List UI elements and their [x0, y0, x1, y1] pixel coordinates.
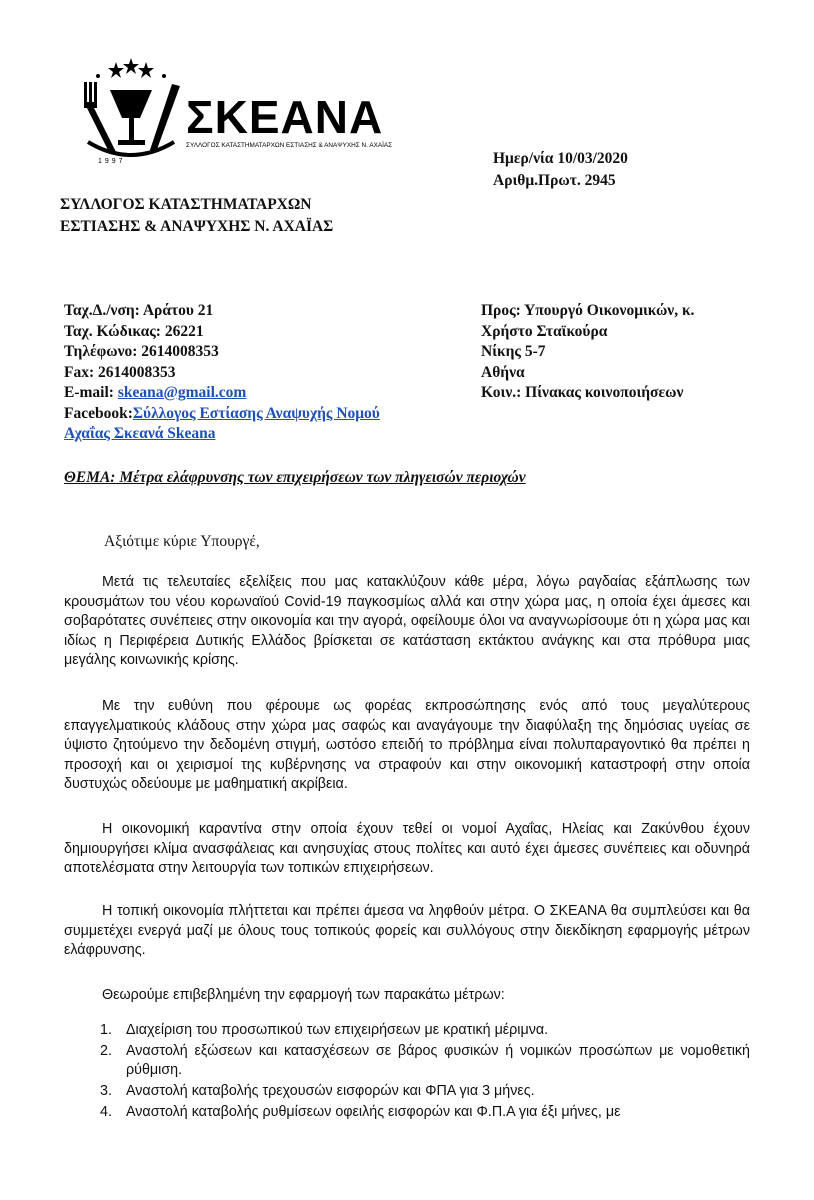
- email-label: E-mail:: [64, 384, 118, 401]
- body-paragraph: Μετά τις τελευταίες εξελίξεις που μας κατακλύζουν κάθε μέρα, λόγω ραγδαίας εξάπλωσης των κρουσμάτων του νέου κορωναϊού Covid-19 παγκοσμίως αλλά και στην χώρα μας, η οποία έχει άμεσες και σοβαρότατες συνέπειες στην οικονομία και την αγορά, οφείλουμε όλοι να αναγνωρίσουμε ότι η χώρα μας και ιδίως η Περιφέρεια Δυτικής Ελλάδος βρίσκεται σε κατάσταση εκτάκτου ανάγκης και στα πρόθυρα μιας μεγάλης κοινωνικής κρίσης.: [64, 574, 750, 668]
- sender-facebook-row: [64, 404, 380, 425]
- organization-name-line: ΕΣΤΙΑΣΗΣ & ΑΝΑΨΥΧΗΣ Ν. ΑΧΑΪΑΣ: [60, 218, 334, 235]
- list-item-number: 4.: [100, 1104, 112, 1120]
- logo-year: 1997: [98, 158, 126, 165]
- measures-list: [100, 1021, 750, 1124]
- sender-contact: [64, 301, 380, 445]
- document-meta: [493, 148, 628, 192]
- facebook-link[interactable]: Σύλλογος Εστίασης Αναψυχής Νομού: [132, 404, 380, 422]
- letter-subject: ΘΕΜΑ: Μέτρα ελάφρυνσης των επιχειρήσεων των πληγεισών περιοχών: [64, 469, 526, 486]
- list-item-number: 1.: [100, 1022, 112, 1038]
- list-item: [100, 1103, 750, 1122]
- logo-tagline: ΣΥΛΛΟΓΟΣ ΚΑΤΑΣΤΗΜΑΤΑΡΧΩΝ ΕΣΤΙΑΣΗΣ & ΑΝΑΨΥΧΗΣ Ν. ΑΧΑΪΑΣ: [186, 142, 393, 149]
- organization-name: [60, 194, 333, 238]
- body-paragraph: Με την ευθύνη που φέρουμε ως φορέας εκπροσώπησης ενός από τους μεγαλύτερους επαγγελματικούς κλάδους στην χώρα μας σαφώς και αναγάγουμε την διαφύλαξη της δημόσιας υγείας σε ύψιστο ζητούμενο την δεδομένη στιγμή, ωστόσο επειδή το πρόβλημα είναι πολυπαραγοντικό θα πρέπει η προσοχή και οι χειρισμοί της κυβέρνησης να στραφούν και στην οικονομική καταστροφή στην οποία δυστυχώς οδεύουμε με μαθηματική ακρίβεια.: [64, 698, 750, 792]
- cc-line: Κοιν.: Πίνακας κοινοποιήσεων: [481, 384, 684, 401]
- organization-logo: [76, 56, 393, 176]
- facebook-link-cont[interactable]: Αχαΐας Σκεανά Skeana: [64, 425, 216, 442]
- organization-name-line: ΣΥΛΛΟΓΟΣ ΚΑΤΑΣΤΗΜΑΤΑΡΧΩΝ: [60, 196, 312, 213]
- protocol-number: Αριθμ.Πρωτ. 2945: [493, 172, 616, 189]
- body-paragraph: Η οικονομική καραντίνα στην οποία έχουν τεθεί οι νομοί Αχαΐας, Ηλείας και Ζακύνθου έχουν δημιουργήσει κλίμα ανασφάλειας και ανησυχίας στους πολίτες και αυτό έχει άμεσες συνέπειες και οδυνηρά αποτελέσματα στην λειτουργία των τοπικών επιχειρήσεων.: [64, 821, 750, 876]
- recipient-line: Προς: Υπουργό Οικονομικών, κ.: [481, 302, 695, 319]
- body-paragraph: Η τοπική οικονομία πλήττεται και πρέπει άμεσα να ληφθούν μέτρα. Ο ΣΚΕΑΝΑ θα συμπλεύσει και θα συμμετέχει ενεργά μαζί με όλους τους τοπικούς φορείς και συλλόγους στην διεκδίκηση εφαρμογής μέτρων ελάφρυνσης.: [64, 903, 750, 958]
- list-item-number: 3.: [100, 1083, 112, 1099]
- recipient-line: Χρήστο Σταϊκούρα: [481, 322, 608, 340]
- logo-wordmark: ΣΚΕΑΝΑ: [186, 91, 384, 143]
- list-item-text: Αναστολή καταβολής ρυθμίσεων οφειλής εισφορών και Φ.Π.Α για έξι μήνες, με: [126, 1104, 621, 1120]
- logo-emblem-icon: [76, 56, 186, 176]
- list-item-text: Αναστολή εξώσεων και κατασχέσεων σε βάρος φυσικών ή νομικών προσώπων με νομοθετική ρύθμιση.: [126, 1043, 750, 1078]
- list-item: [100, 1021, 750, 1040]
- list-item-number: 2.: [100, 1043, 112, 1059]
- list-item: [100, 1042, 750, 1080]
- sender-fax: Fax: 2614008353: [64, 363, 176, 381]
- salutation: Αξιότιμε κύριε Υπουργέ,: [104, 533, 260, 550]
- list-item-text: Διαχείριση του προσωπικού των επιχειρήσεων με κρατική μέριμνα.: [126, 1022, 549, 1038]
- sender-postal-code: Ταχ. Κώδικας: 26221: [64, 322, 204, 340]
- list-item-text: Αναστολή καταβολής τρεχουσών εισφορών και ΦΠΑ για 3 μήνες.: [126, 1083, 535, 1099]
- facebook-label: Facebook:: [64, 404, 133, 422]
- sender-address: Ταχ.Δ./νση: Αράτου 21: [64, 302, 214, 319]
- recipient-line: Νίκης 5-7: [481, 343, 546, 360]
- recipient-block: [481, 301, 694, 404]
- sender-email-row: [64, 383, 380, 404]
- measures-intro: Θεωρούμε επιβεβλημένη την εφαρμογή των παρακάτω μέτρων:: [102, 987, 505, 1003]
- sender-facebook-row-cont: [64, 424, 380, 445]
- document-date: Ημερ/νία 10/03/2020: [493, 150, 628, 167]
- list-item: [100, 1082, 750, 1101]
- recipient-line: Αθήνα: [481, 363, 525, 381]
- sender-phone: Τηλέφωνο: 2614008353: [64, 343, 219, 360]
- email-link[interactable]: skeana@gmail.com: [117, 384, 247, 401]
